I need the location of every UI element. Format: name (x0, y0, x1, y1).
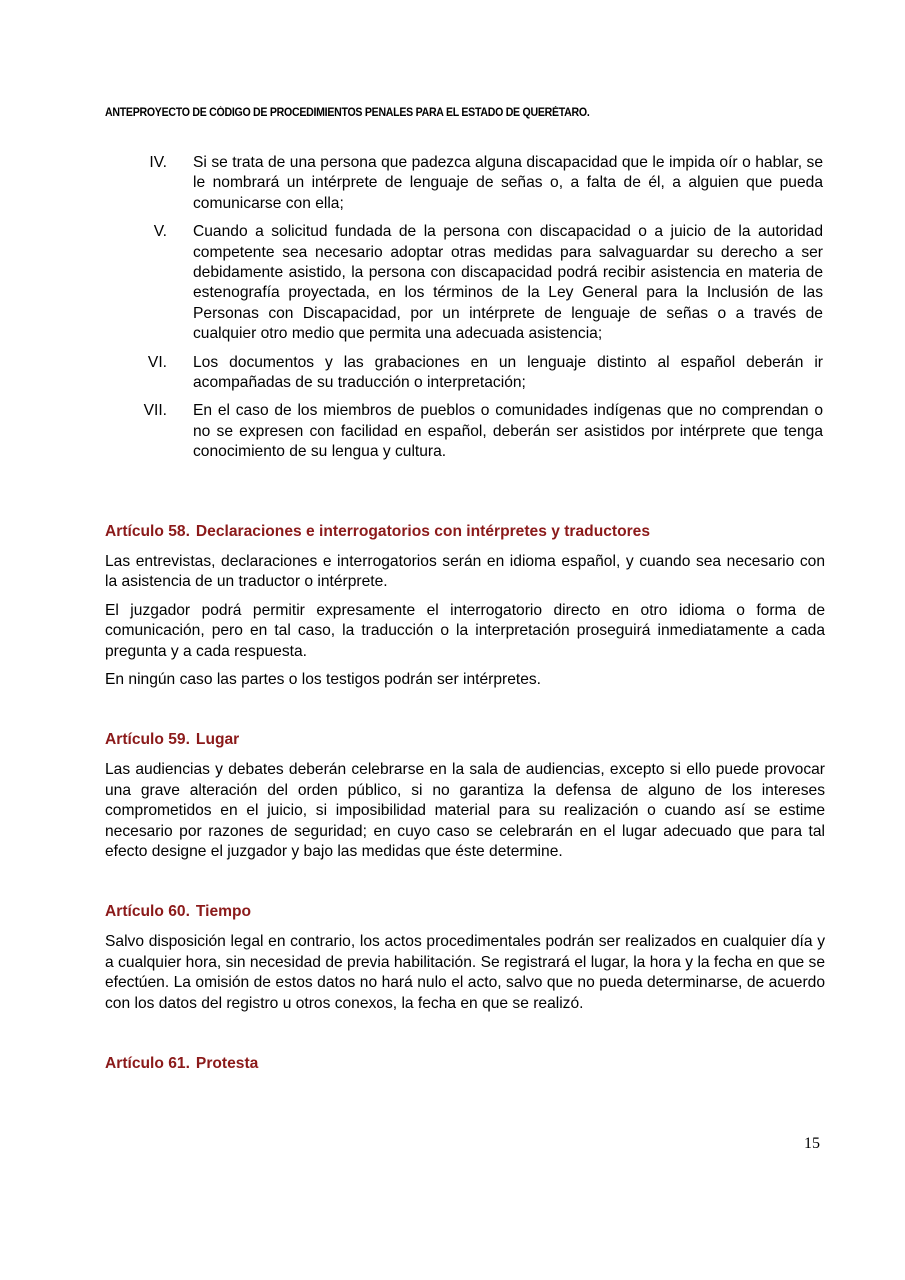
list-item-number: VI. (147, 353, 167, 371)
article-label: Artículo 59. (105, 731, 190, 749)
list-item-text: Los documentos y las grabaciones en un lenguaje distinto al español deberán ir acompañadas de su traducción o interpretación; (193, 353, 823, 392)
article-59 (105, 730, 825, 862)
article-label: Artículo 60. (105, 903, 190, 921)
article-label: Artículo 58. (105, 523, 190, 540)
article-heading (105, 730, 825, 750)
list-item-number: V. (153, 223, 167, 241)
article-58 (105, 522, 825, 690)
list-item (105, 401, 823, 462)
article-61 (105, 1054, 825, 1074)
articles-section (105, 522, 825, 1114)
list-item-text: En el caso de los miembros de pueblos o comunidades indígenas que no comprendan o no se expresen con facilidad en español, deberán ser asistidos por intérprete que tenga conocimiento de su lengua y cultura. (193, 402, 823, 461)
article-paragraph: En ningún caso las partes o los testigos podrán ser intérpretes. (105, 671, 542, 689)
article-title: Declaraciones e interrogatorios con intérpretes y traductores (195, 523, 651, 540)
article-60 (105, 902, 825, 1014)
article-label: Artículo 61. (105, 1055, 190, 1073)
list-item-text: Si se trata de una persona que padezca alguna discapacidad que le impida oír o hablar, se le nombrará un intérprete de lenguaje de señas o, a falta de él, a alguien que pueda comunicarse con ella; (193, 154, 823, 212)
article-heading (105, 522, 825, 542)
article-title: Lugar (195, 731, 240, 749)
article-paragraph: El juzgador podrá permitir expresamente el interrogatorio directo en otro idioma o forma de comunicación, pero en tal caso, la traducción o la interpretación proseguirá inmediatamente a cada pregunta y a cada respuesta. (105, 601, 825, 660)
list-item-text: Cuando a solicitud fundada de la persona con discapacidad o a juicio de la autoridad competente sea necesario adoptar otras medidas para salvaguardar su derecho a ser debidamente asistido, la persona con discapacidad podrá recibir asistencia en materia de estenografía proyectada, en los términos de la Ley General para la Inclusión de las Personas con Discapacidad, por un intérprete de lenguaje de señas o a través de cualquier otro medio que permita una adecuada asistencia; (193, 223, 823, 343)
page-number: 15 (804, 1135, 820, 1152)
article-heading (105, 1054, 825, 1074)
list-item-number: IV. (149, 154, 167, 171)
article-paragraph: Las entrevistas, declaraciones e interrogatorios serán en idioma español, y cuando sea necesario con la asistencia de un traductor o intérprete. (105, 553, 825, 591)
article-title: Protesta (195, 1055, 259, 1073)
list-item (105, 153, 823, 214)
list-item-number: VII. (143, 402, 167, 420)
article-paragraph: Salvo disposición legal en contrario, los actos procedimentales podrán ser realizados en cualquier día y a cualquier hora, sin necesidad de previa habilitación. Se registrará el lugar, la hora y la fecha en que se efectúen. La omisión de estos datos no hará nulo el acto, salvo que no pueda determinarse, de acuerdo con los datos del registro u otros conexos, la fecha en que se realizó. (105, 933, 825, 1012)
document-header: ANTEPROYECTO DE CÓDIGO DE PROCEDIMIENTOS PENALES PARA EL ESTADO DE QUERÉTARO. (105, 107, 590, 119)
article-heading (105, 902, 825, 922)
article-paragraph: Las audiencias y debates deberán celebrarse en la sala de audiencias, excepto si ello puede provocar una grave alteración del orden público, si no garantiza la defensa de alguno de los intereses comprometidos en el juicio, si imposibilidad material para su realización o cuando así se estime necesario por razones de seguridad; en cuyo caso se celebrarán en el lugar adecuado que para tal efecto designe el juzgador y bajo las medidas que éste determine. (105, 761, 825, 861)
article-title: Tiempo (195, 903, 252, 921)
list-item (105, 222, 823, 344)
list-item (105, 353, 823, 394)
fraction-list (105, 153, 823, 471)
